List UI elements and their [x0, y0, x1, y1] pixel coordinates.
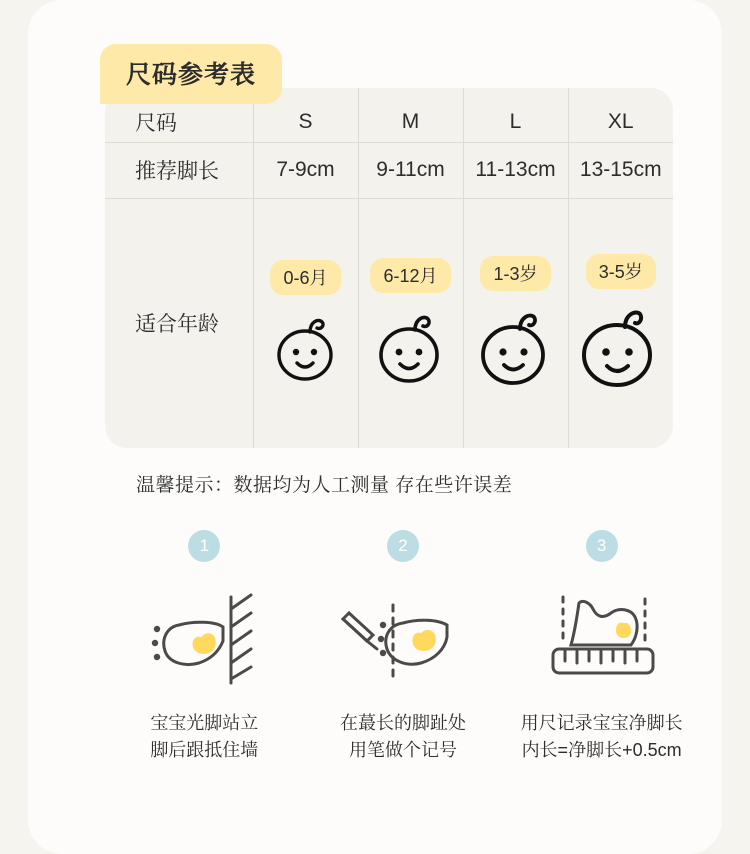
age-pill-xl: 3-5岁	[586, 254, 656, 289]
table-row-age	[105, 198, 673, 448]
cell-age-m	[358, 198, 463, 448]
step-caption-3-line1: 用尺记录宝宝净脚长	[520, 713, 683, 733]
table-row-foot-length	[105, 142, 673, 198]
measure-steps	[105, 530, 701, 764]
baby-face-icon-s	[255, 309, 357, 387]
row-label-foot-length: 推荐脚长	[105, 142, 253, 198]
baby-face-icon-l	[465, 305, 567, 391]
step-caption-1-line1: 宝宝光脚站立	[150, 713, 259, 733]
cell-foot-xl: 13-15cm	[568, 142, 673, 198]
step-caption-2-line1: 在蕞长的脚趾处	[339, 713, 466, 733]
step-item-2	[304, 530, 503, 764]
row-label-age: 适合年龄	[105, 198, 253, 448]
pencil-mark-toe-icon	[333, 578, 473, 698]
cell-age-s	[253, 198, 358, 448]
step-caption-2-line2: 用笔做个记号	[348, 740, 457, 760]
step-caption-1	[150, 710, 258, 764]
baby-face-icon-m	[360, 307, 462, 389]
cell-age-xl	[568, 198, 673, 448]
foot-against-wall-icon	[139, 578, 269, 698]
cell-age-l	[463, 198, 568, 448]
age-pill-l: 1-3岁	[480, 256, 550, 291]
step-number-badge-1: 1	[188, 530, 220, 562]
step-caption-1-line2: 脚后跟抵住墙	[150, 740, 259, 760]
step-number-badge-2: 2	[387, 530, 419, 562]
cell-size-l: L	[463, 88, 568, 142]
size-table-card	[105, 88, 673, 448]
ruler-measure-foot-icon	[527, 578, 677, 698]
step-item-1	[105, 530, 304, 764]
step-caption-3-line2: 内长=净脚长+0.5cm	[521, 740, 682, 760]
cell-size-xl: XL	[568, 88, 673, 142]
cell-foot-s: 7-9cm	[253, 142, 358, 198]
step-number-badge-3: 3	[586, 530, 618, 562]
measurement-tip-text: 温馨提示：数据均为人工测量 存在些许误差	[136, 475, 513, 496]
cell-foot-m: 9-11cm	[358, 142, 463, 198]
cell-foot-l: 11-13cm	[463, 142, 568, 198]
cell-size-m: M	[358, 88, 463, 142]
size-table	[105, 88, 673, 448]
cell-size-s: S	[253, 88, 358, 142]
page-surface	[28, 0, 722, 854]
section-title-tab	[100, 44, 282, 104]
page-title: 尺码参考表	[126, 61, 257, 89]
age-pill-m: 6-12月	[370, 258, 450, 293]
age-pill-s: 0-6月	[270, 260, 340, 295]
baby-face-icon-xl	[570, 303, 673, 393]
step-item-3	[502, 530, 701, 764]
row-label-size: 尺码	[105, 88, 253, 142]
step-caption-3	[521, 710, 683, 764]
step-caption-2	[340, 710, 466, 764]
